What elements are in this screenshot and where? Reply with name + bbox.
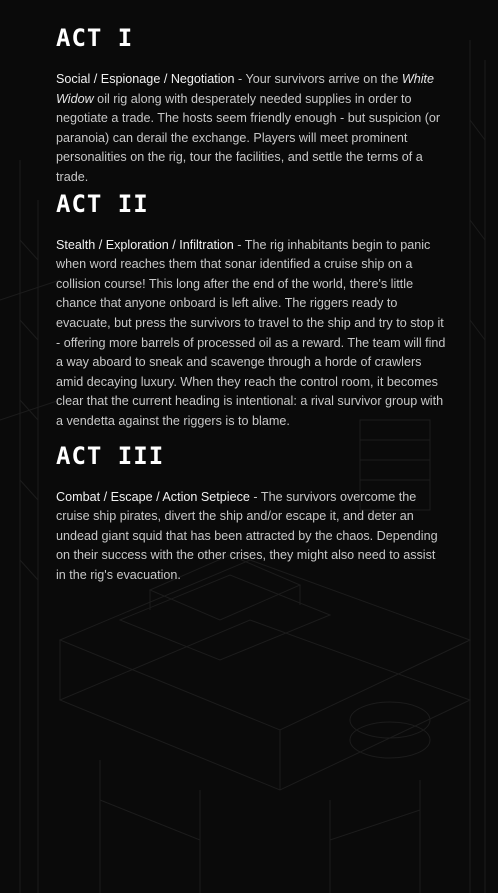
act-2-tags: Stealth / Exploration / Infiltration	[56, 237, 234, 252]
act-2-description	[56, 236, 448, 432]
act-1-intro-text: - Your survivors arrive on the	[234, 72, 402, 86]
act-1-body-text: oil rig along with desperately needed supplies in order to negotiate a trade. The hosts seem friendly enough - but suspicion (or paranoia) can derail the exchange. Players will meet prominent personalities on the rig, tour the facilities, and settle the terms of a trade.	[56, 91, 441, 184]
act-2-heading: ACT II	[56, 189, 149, 218]
act-3-body-text: - The survivors overcome the cruise ship pirates, divert the ship and/or escape it, and deter an undead giant squid that has been attracted by the chaos. Depending on their success with the other crises, they might also need to assist in the rig's evacuation.	[56, 489, 438, 582]
act-1-description	[56, 70, 448, 188]
act-1-tags: Social / Espionage / Negotiation	[56, 72, 235, 86]
acts-content	[56, 24, 448, 595]
act-2-body-text: - The rig inhabitants begin to panic when word reaches them that sonar identified a cruise ship on a collision course! This long after the end of the world, there's little chance that anyone onboard is left alive. The riggers ready to evacuate, but press the survivors to travel to the ship and try to stop it - offering more barrels of processed oil as a reward. The team will find a way aboard to sneak and scavenge through a horde of crawlers amid decaying luxury. When they reach the control room, it becomes clear that the current heading is intentional: a rival survivor group with a vendetta against the riggers is to blame.	[56, 237, 446, 428]
act-3-heading: ACT III	[56, 441, 165, 470]
act-3-description	[56, 488, 448, 586]
act-3-tags: Combat / Escape / Action Setpiece	[56, 489, 250, 504]
act-1-ship-name: White Widow	[56, 72, 435, 106]
act-1-heading: ACT I	[56, 24, 134, 52]
